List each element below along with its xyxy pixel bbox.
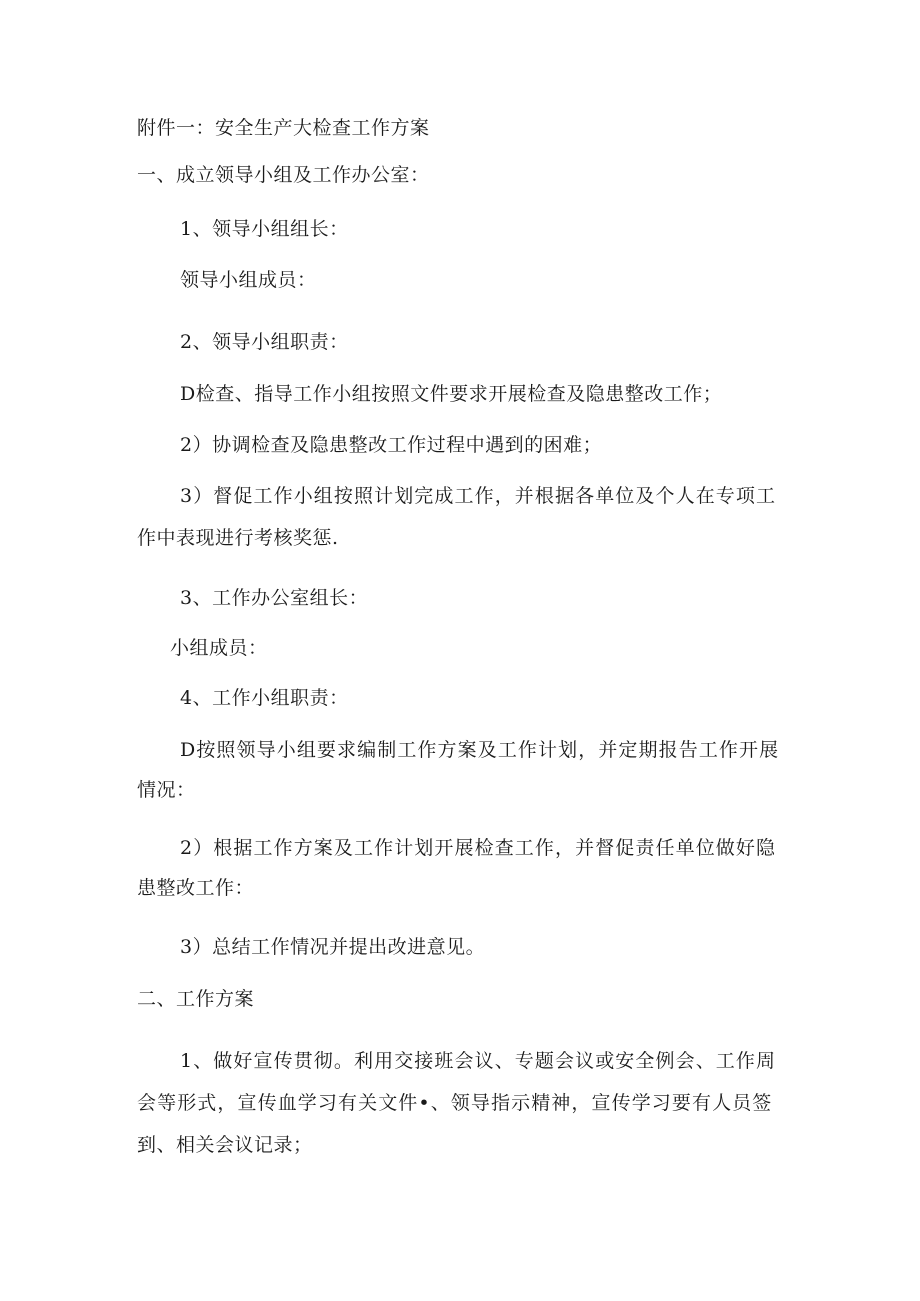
office-members: 小组成员： [170,637,268,659]
work-duties-heading: 4、工作小组职责： [180,687,349,709]
leader-group-head: 1、领导小组组长： [180,218,349,240]
leader-group-members: 领导小组成员： [180,269,317,291]
work-duty-1-line-2: 情况： [137,779,196,801]
plan-item-1-line-3: 到、相关会议记录； [137,1134,313,1156]
section-2-heading: 二、工作方案 [137,988,255,1010]
work-duty-2-line-2: 患整改工作： [137,877,255,899]
work-duty-3: 3）总结工作情况并提出改进意见。 [180,936,486,958]
leader-duty-3-line-2: 作中表现进行考核奖惩. [137,527,339,549]
leader-duty-1: D检查、指导工作小组按照文件要求开展检查及隐患整改工作； [180,383,723,405]
leader-duty-3-line-1: 3）督促工作小组按照计划完成工作，并根据各单位及个人在专项工 [180,485,777,507]
document-title: 附件一：安全生产大检查工作方案 [137,117,430,139]
plan-item-1-line-2: 会等形式，宣传血学习有关文件•、领导指示精神，宣传学习要有人员签 [137,1092,773,1114]
plan-item-1-line-1: 1、做好宣传贯彻。利用交接班会议、专题会议或安全例会、工作周 [180,1050,777,1072]
section-1-heading: 一、成立领导小组及工作办公室： [137,164,430,186]
work-duty-1-line-1: D按照领导小组要求编制工作方案及工作计划，并定期报告工作开展 [180,739,780,761]
leader-duties-heading: 2、领导小组职责： [180,331,349,353]
work-duty-2-line-1: 2）根据工作方案及工作计划开展检查工作，并督促责任单位做好隐 [180,837,777,859]
office-head: 3、工作办公室组长： [180,587,369,609]
leader-duty-2: 2）协调检查及隐患整改工作过程中遇到的困难； [180,434,603,456]
